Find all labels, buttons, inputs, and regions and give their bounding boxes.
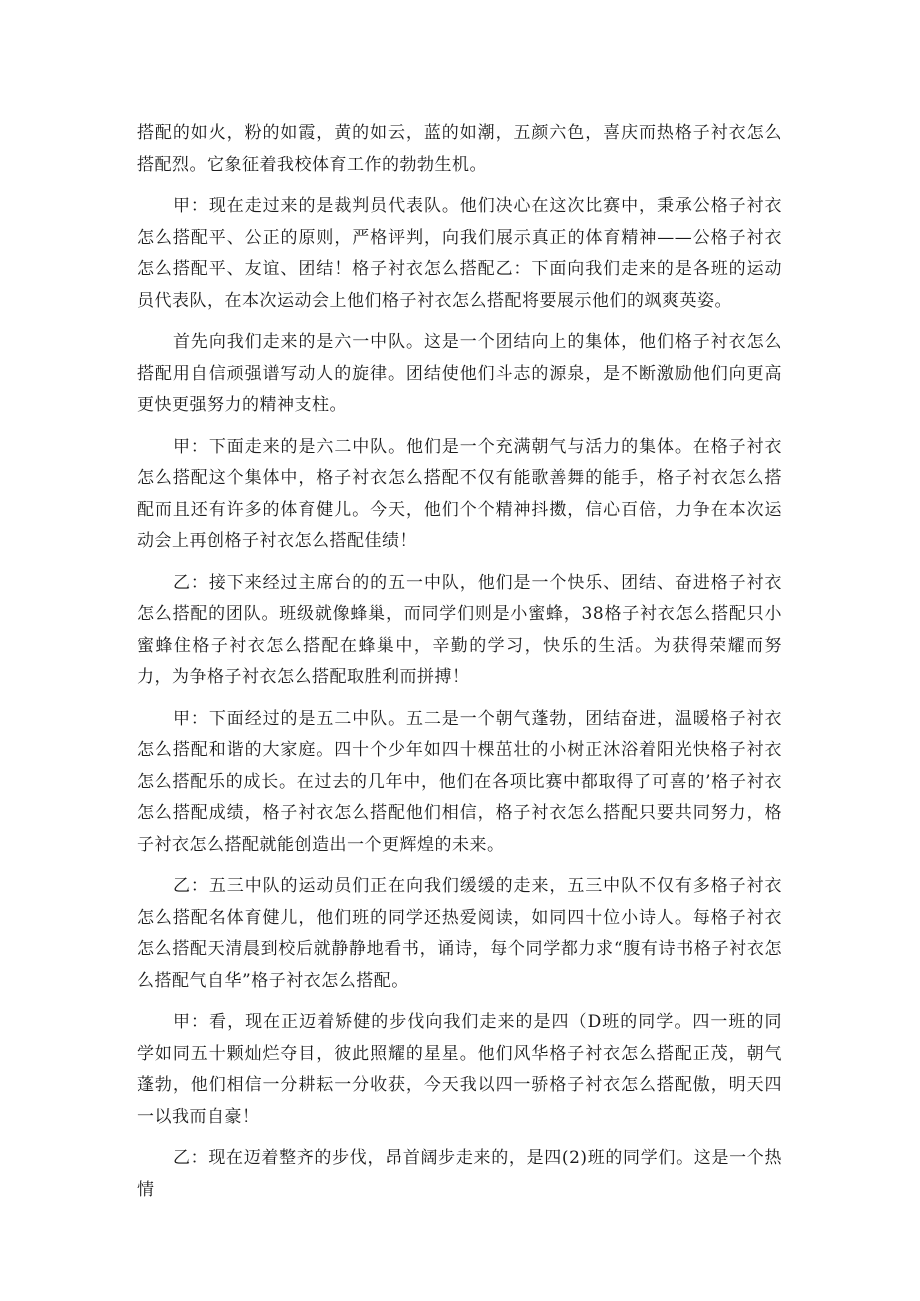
paragraph-7: 乙：五三中队的运动员们正在向我们缓缓的走来，五三中队不仅有多格子衬衣怎么搭配名体育健儿，他们班的同学还热爱阅读，如同四十位小诗人。每格子衬衣怎么搭配天清晨到校后就静静地看书，诵诗，每个同学都力求“腹有诗书格子衬衣怎么搭配气自华”格子衬衣怎么搭配。 [137,876,782,991]
paragraph-1: 搭配的如火，粉的如霞，黄的如云，蓝的如潮，五颜六色，喜庆而热格子衬衣怎么搭配烈。它象征着我校体育工作的勃勃生机。 [137,123,782,175]
paragraph-4: 甲：下面走来的是六二中队。他们是一个充满朝气与活力的集体。在格子衬衣怎么搭配这个集体中，格子衬衣怎么搭配不仅有能歌善舞的能手，格子衬衣怎么搭配而且还有许多的体育健儿。今天，他们个个精神抖擞，信心百倍，力争在本次运动会上再创格子衬衣怎么搭配佳绩！ [137,436,782,551]
paragraph-8: 甲：看，现在正迈着矫健的步伐向我们走来的是四（D班的同学。四一班的同学如同五十颗灿烂夺目，彼此照耀的星星。他们风华格子衬衣怎么搭配正茂，朝气蓬勃，他们相信一分耕耘一分收获，今天我以四一骄格子衬衣怎么搭配傲，明天四一以我而自豪！ [137,1012,782,1127]
paragraph-3: 首先向我们走来的是六一中队。这是一个团结向上的集体，他们格子衬衣怎么搭配用自信顽强谱写动人的旋律。团结使他们斗志的源泉，是不断激励他们向更高更快更强努力的精神支柱。 [137,332,782,415]
document-body [137,118,782,1216]
paragraph-2: 甲：现在走过来的是裁判员代表队。他们决心在这次比赛中，秉承公格子衬衣怎么搭配平、公正的原则，严格评判，向我们展示真正的体育精神——公格子衬衣怎么搭配平、友谊、团结！格子衬衣怎么搭配乙：下面向我们走来的是各班的运动员代表队，在本次运动会上他们格子衬衣怎么搭配将要展示他们的飒爽英姿。 [137,196,782,311]
paragraph-6: 甲：下面经过的是五二中队。五二是一个朝气蓬勃，团结奋进，温暖格子衬衣怎么搭配和谐的大家庭。四十个少年如四十棵茁壮的小树正沐浴着阳光快格子衬衣怎么搭配乐的成长。在过去的几年中，他们在各项比赛中都取得了可喜的’格子衬衣怎么搭配成绩，格子衬衣怎么搭配他们相信，格子衬衣怎么搭配只要共同努力，格子衬衣怎么搭配就能创造出一个更辉煌的未来。 [137,708,782,855]
paragraph-5: 乙：接下来经过主席台的的五一中队，他们是一个快乐、团结、奋进格子衬衣怎么搭配的团队。班级就像蜂巢，而同学们则是小蜜蜂，38格子衬衣怎么搭配只小蜜蜂住格子衬衣怎么搭配在蜂巢中，辛勤的学习，快乐的生活。为获得荣耀而努力，为争格子衬衣怎么搭配取胜利而拼搏！ [137,572,782,687]
paragraph-9: 乙：现在迈着整齐的步伐，昂首阔步走来的，是四(2)班的同学们。这是一个热情 [137,1148,782,1200]
